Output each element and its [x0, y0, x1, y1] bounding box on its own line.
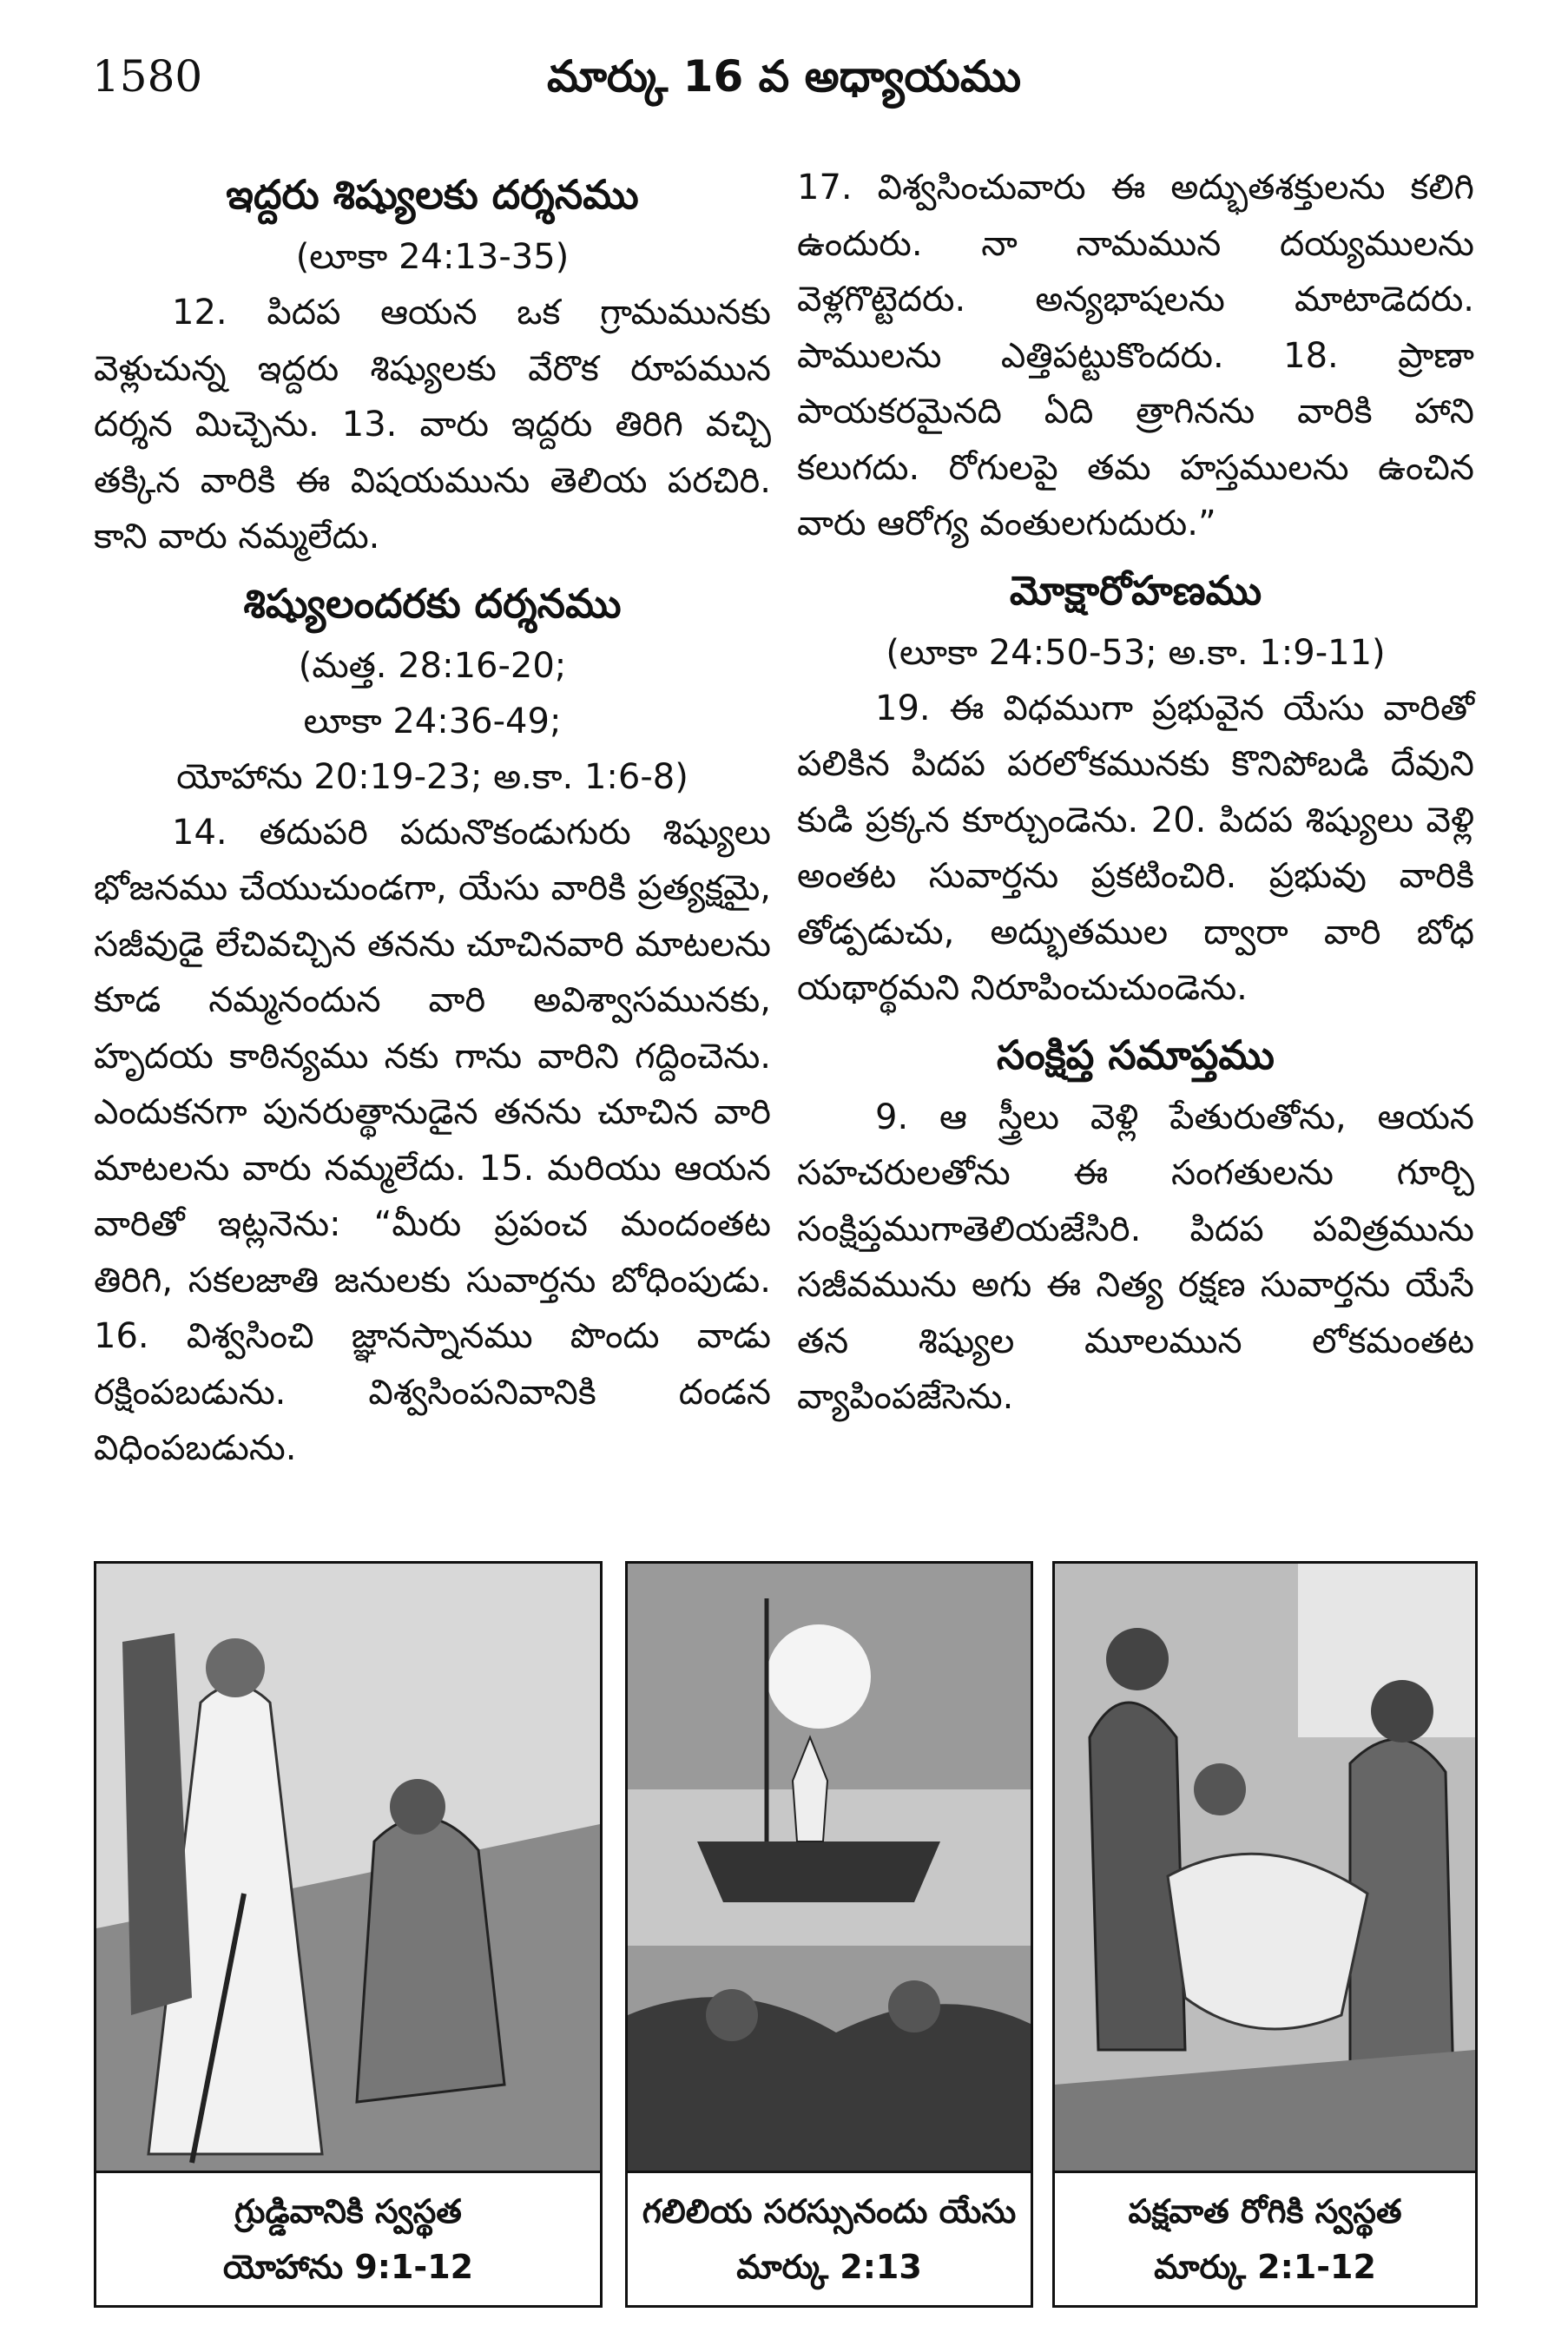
- illustration-healing-paralytic: [1052, 1561, 1478, 2308]
- illustrations-row: [94, 1561, 1478, 2308]
- figure-title: గ్రుడ్డివానికి స్వస్థత: [234, 2192, 462, 2230]
- figure-reference: యోహాను 9:1-12: [222, 2248, 474, 2286]
- section-heading: శిష్యులందరకు దర్శనము: [243, 579, 622, 627]
- verse-paragraph: 14. తదుపరి పదునొకండుగురు శిష్యులు భోజనము చేయుచుండగా, యేసు వారికి ప్రత్యక్షమై, సజీవుడై లేచివచ్చిన తనను చూచినవారి మాటలను కూడ నమ్మనందున వారి అవిశ్వాసమునకు, హృదయ కాఠిన్యము నకు గాను వారిని గద్దించెను. ఎందుకనగా పునరుత్థానుడైన తనను చూచిన వారి మాటలను వారు నమ్మలేదు. 15. మరియు ఆయన వారితో ఇట్లనెను: “మీరు ప్రపంచ మందంతట తిరిగి, సకలజాతి జనులకు సువార్తను బోధింపుడు. 16. విశ్వసించి జ్ఞానస్నానము పొందు వాడు రక్షింపబడును. విశ్వసింపనివానికి దండన విధింపబడును.: [94, 812, 771, 1468]
- page-number: 1580: [92, 51, 203, 102]
- page-header: [0, 42, 1568, 111]
- illustration-healing-blind: [94, 1561, 603, 2308]
- verse-paragraph: 17. విశ్వసించువారు ఈ అద్భుతశక్తులను కలిగి ఉందురు. నా నామమున దయ్యములను వెళ్లగొట్టెదరు. అన్యభాషలను మాటాడెదరు. పాములను ఎత్తిపట్టుకొందరు. 18. ప్రాణా పాయకరమైనది ఏది త్రాగినను వారికి హాని కలుగదు. రోగులపై తమ హస్తములను ఉంచిన వారు ఆరోగ్య వంతులగుదురు.”: [797, 168, 1474, 544]
- illustration-image: [628, 1564, 1031, 2171]
- figure-title: గలిలియ సరస్సునందు యేసు: [642, 2192, 1017, 2230]
- figure-caption: [628, 2171, 1031, 2305]
- page-title: మార్కు 16 వ అధ్యాయము: [546, 51, 1022, 102]
- figure-reference: మార్కు 2:1-12: [1154, 2248, 1376, 2286]
- left-column: [94, 156, 771, 1477]
- cross-reference: (లూకా 24:50-53; అ.కా. 1:9-11): [886, 632, 1386, 673]
- figure-title: పక్షవాత రోగికి స్వస్థత: [1128, 2192, 1402, 2230]
- figure-caption: [96, 2171, 600, 2305]
- cross-reference: (మత్త. 28:16-20;: [298, 645, 567, 686]
- cross-reference: (లూకా 24:13-35): [295, 237, 570, 277]
- cross-reference: యోహాను 20:19-23; అ.కా. 1:6-8): [176, 756, 688, 797]
- verse-paragraph: 12. పిదప ఆయన ఒక గ్రామమునకు వెళ్లుచున్న ఇద్దరు శిష్యులకు వేరొక రూపమున దర్శన మిచ్చెను. 13. వారు ఇద్దరు తిరిగి వచ్చి తక్కిన వారికి ఈ విషయమును తెలియ పరచిరి. కాని వారు నమ్మలేదు.: [94, 293, 771, 557]
- figure-reference: మార్కు 2:13: [736, 2248, 922, 2286]
- right-column: [797, 156, 1474, 1426]
- illustration-image: [96, 1564, 600, 2171]
- verse-paragraph: 9. ఆ స్త్రీలు వెళ్లి పేతురుతోను, ఆయన సహచరులతోను ఈ సంగతులను గూర్చి సంక్షిప్తముగాతెలియజేసిరి. పిదప పవిత్రమును సజీవమును అగు ఈ నిత్య రక్షణ సువార్తను యేసే తన శిష్యుల మూలమున లోకమంతట వ్యాపింపజేసెను.: [797, 1097, 1474, 1417]
- verse-paragraph: 19. ఈ విధముగా ప్రభువైన యేసు వారితో పలికిన పిదప పరలోకమునకు కొనిపోబడి దేవుని కుడి ప్రక్కన కూర్చుండెను. 20. పిదప శిష్యులు వెళ్లి అంతట సువార్తను ప్రకటించిరి. ప్రభువు వారికి తోడ్పడుచు, అద్భుతముల ద్వారా వారి బోధ యథార్థమని నిరూపించుచుండెను.: [797, 688, 1474, 1008]
- section-heading: సంక్షిప్త సమాప్తము: [997, 1031, 1275, 1078]
- figure-caption: [1055, 2171, 1475, 2305]
- illustration-jesus-sea: [625, 1561, 1033, 2308]
- illustration-image: [1055, 1564, 1475, 2171]
- section-heading: మోక్షారోహణము: [1009, 566, 1262, 614]
- cross-reference: లూకా 24:36-49;: [303, 701, 562, 741]
- section-heading: ఇద్దరు శిష్యులకు దర్శనము: [226, 171, 639, 218]
